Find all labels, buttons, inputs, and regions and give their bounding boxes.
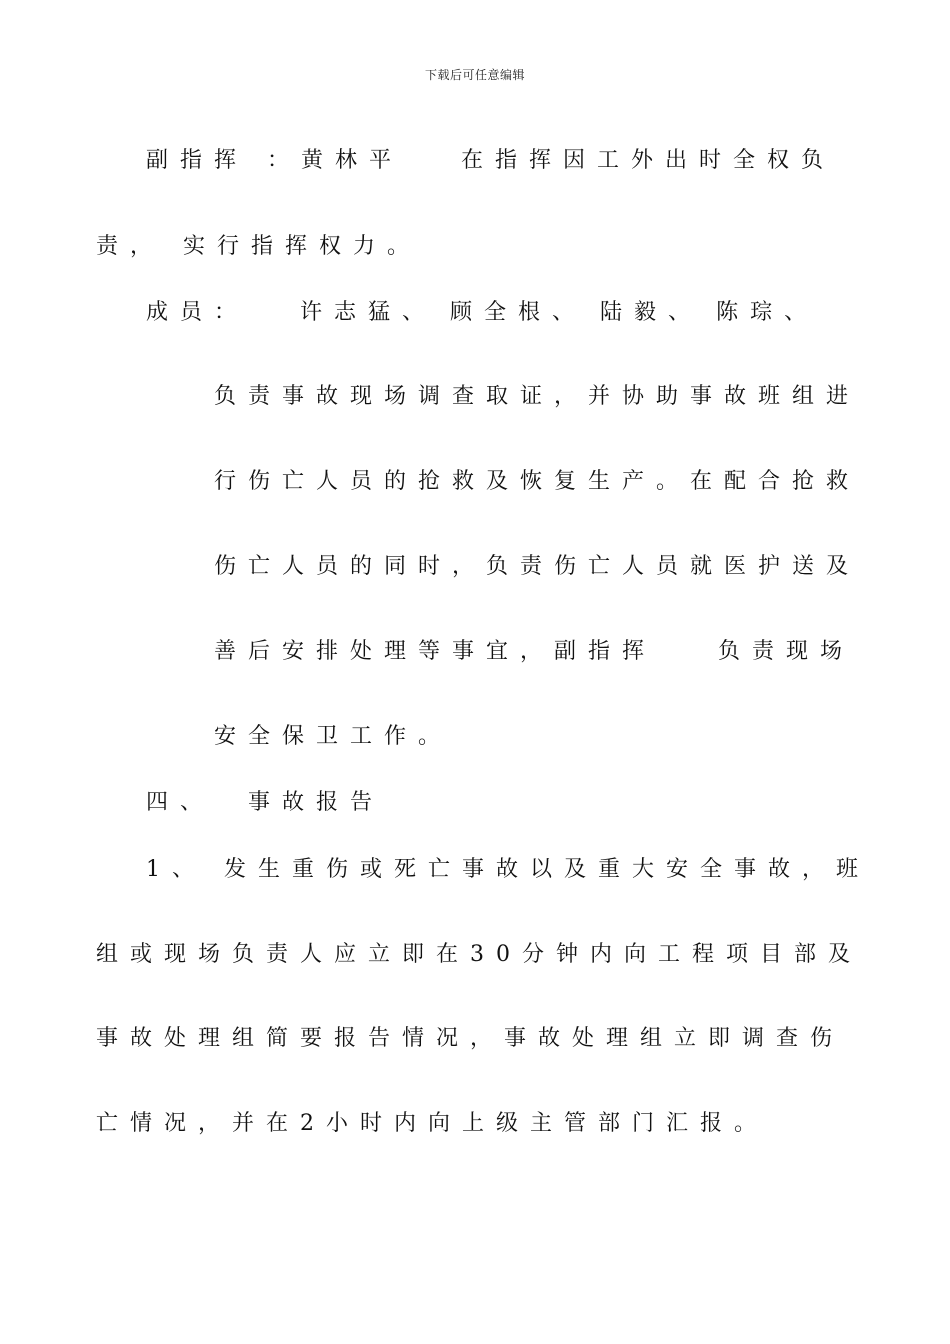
paragraph-line-4b: 负责现场	[718, 639, 855, 664]
line-members	[146, 298, 818, 328]
paragraph-line-2: 行伤亡人员的抢救及恢复生产。在配合抢救	[214, 469, 861, 494]
member-3: 陆毅、	[600, 300, 703, 325]
member-1: 许志猛、	[300, 300, 437, 325]
item-text: 发生重伤或死亡事故以及重大安全事故，班	[224, 857, 871, 882]
deputy-commander-name: 副指挥 ：黄林平	[146, 148, 403, 173]
line-deputy-commander	[146, 146, 835, 176]
section-title: 事故报告	[248, 790, 385, 815]
item-1-line-4: 亡情况，并在2小时内向上级主管部门汇报。	[96, 1111, 768, 1136]
item-1-line-3: 事故处理组简要报告情况，事故处理组立即调查伤	[96, 1026, 845, 1051]
member-4: 陈琮、	[716, 300, 819, 325]
members-label: 成员：	[146, 300, 249, 325]
line-deputy-commander-cont: 责， 实行指挥权力。	[96, 234, 421, 259]
section-heading	[146, 788, 384, 818]
item-1-line-1	[146, 855, 870, 885]
item-number: 1、	[146, 857, 206, 882]
paragraph-line-4a: 善后安排处理等事宜，副指挥	[214, 639, 657, 664]
section-number: 四、	[146, 790, 215, 815]
paragraph-line-5: 安全保卫工作。	[214, 724, 453, 749]
paragraph-line-3: 伤亡人员的同时，负责伤亡人员就医护送及	[214, 554, 861, 579]
paragraph-line-1: 负责事故现场调查取证，并协助事故班组进	[214, 384, 861, 409]
item-1-line-2: 组或现场负责人应立即在30分钟内向工程项目部及	[96, 942, 862, 967]
deputy-commander-duty: 在指挥因工外出时全权负	[461, 148, 836, 173]
member-2: 顾全根、	[450, 300, 587, 325]
page-header: 下载后可任意编辑	[424, 68, 525, 82]
paragraph-line-4	[214, 637, 854, 667]
